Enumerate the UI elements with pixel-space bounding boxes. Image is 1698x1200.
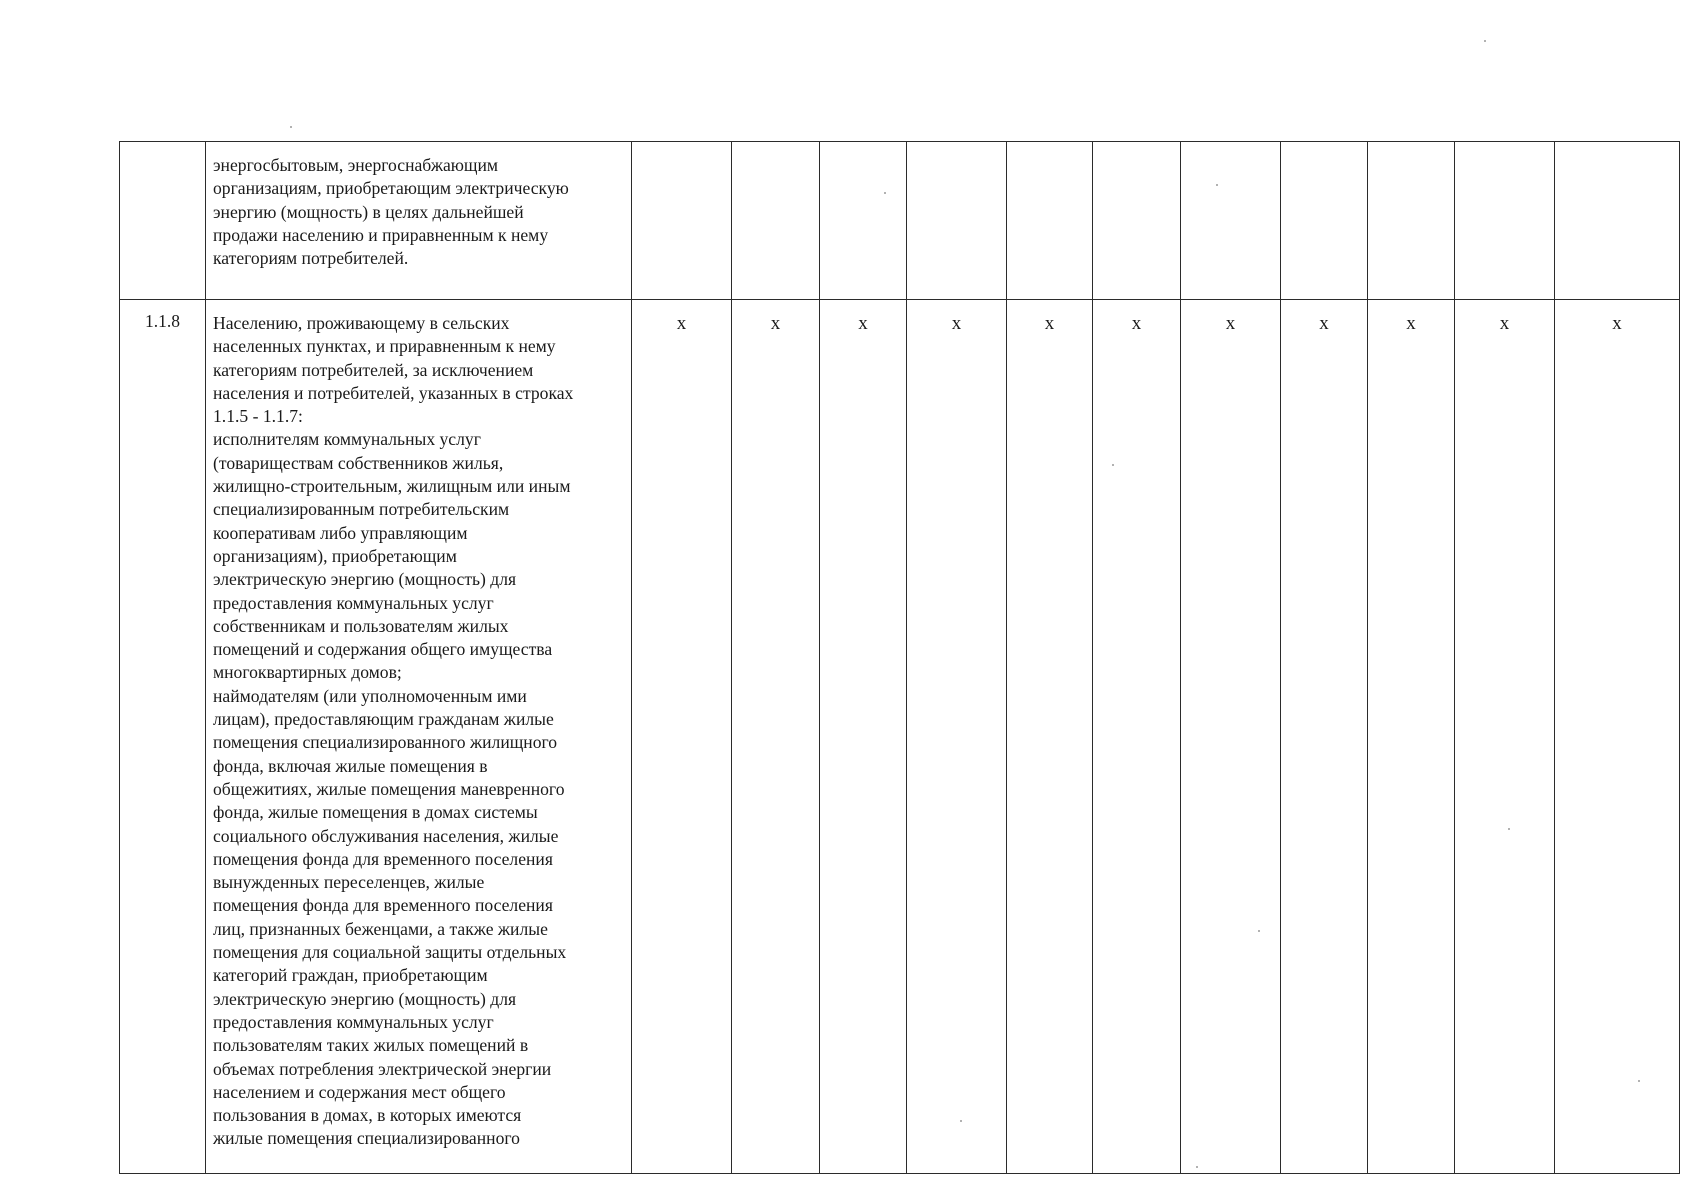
value-cell	[1281, 142, 1368, 300]
description-line: Населению, проживающему в сельских	[213, 313, 510, 333]
description-line: помещения для социальной защиты отдельных	[213, 942, 567, 963]
description-line: социального обслуживания населения, жилые	[213, 825, 559, 846]
value-cell	[1181, 142, 1281, 300]
description-line: жилые помещения специализированного	[213, 1128, 520, 1149]
value-cell	[1555, 142, 1680, 300]
description-line: пользователям таких жилых помещений в	[213, 1035, 529, 1056]
description-line: наймодателям (или уполномоченным ими	[213, 685, 527, 706]
description-line: категориям потребителей.	[213, 248, 409, 269]
value-cell	[1368, 142, 1455, 300]
description-line: многоквартирных домов;	[213, 662, 402, 683]
description-line: помещений и содержания общего имущества	[213, 639, 553, 660]
description-line: категорий граждан, приобретающим	[213, 965, 488, 986]
value-cell: x	[632, 300, 732, 1174]
table-row	[120, 142, 1680, 300]
description-line: электрическую энергию (мощность) для	[213, 569, 517, 590]
value-cell: x	[1455, 300, 1555, 1174]
value-cell: x	[1007, 300, 1093, 1174]
description-line: вынужденных переселенцев, жилые	[213, 872, 485, 893]
description-line: кооперативам либо управляющим	[213, 522, 468, 543]
description-line: помещения специализированного жилищного	[213, 732, 558, 753]
description-line: населением и содержания мест общего	[213, 1081, 506, 1102]
description-line: исполнителям коммунальных услуг	[213, 429, 481, 450]
description-line: объемах потребления электрической энергии	[213, 1058, 552, 1079]
description-line: населенных пунктах, и приравненным к нему	[213, 336, 556, 357]
description-line: лицам), предоставляющим гражданам жилые	[213, 709, 554, 730]
description-line: помещения фонда для временного поселения	[213, 895, 553, 916]
scan-speck	[1196, 1166, 1198, 1168]
value-cell	[632, 142, 732, 300]
value-cell: x	[1555, 300, 1680, 1174]
scan-speck	[1258, 930, 1260, 932]
value-cell	[1455, 142, 1555, 300]
value-cell: x	[907, 300, 1007, 1174]
description-line: организациям), приобретающим	[213, 545, 457, 566]
value-cell: x	[1368, 300, 1455, 1174]
description-line: категориям потребителей, за исключением	[213, 359, 534, 380]
description-line: фонда, жилые помещения в домах системы	[213, 802, 538, 823]
description-line: организациям, приобретающим электрическую	[213, 178, 569, 199]
description-line: пользования в домах, в которых имеются	[213, 1105, 522, 1126]
scan-speck	[1638, 1080, 1640, 1082]
scan-speck	[1508, 828, 1510, 830]
value-cell	[732, 142, 820, 300]
description-line: 1.1.5 - 1.1.7:	[213, 406, 303, 427]
value-cell	[1007, 142, 1093, 300]
scan-speck	[1484, 40, 1486, 42]
value-cell	[820, 142, 907, 300]
value-cell: x	[1181, 300, 1281, 1174]
row-number-cell	[120, 142, 206, 300]
scan-speck	[884, 192, 886, 194]
value-cell: x	[820, 300, 907, 1174]
tariff-table	[119, 141, 1680, 1174]
description-line: (товариществам собственников жилья,	[213, 452, 504, 473]
value-cell	[907, 142, 1007, 300]
description-line: общежитиях, жилые помещения маневренного	[213, 778, 565, 799]
scan-speck	[290, 126, 292, 128]
description-line: предоставления коммунальных услуг	[213, 592, 494, 613]
description-line: жилищно-строительным, жилищным или иным	[213, 476, 571, 497]
description-line: населения и потребителей, указанных в строках	[213, 382, 574, 403]
row-description-cell	[206, 300, 632, 1174]
scan-speck	[960, 1120, 962, 1122]
description-line: продажи населению и приравненным к нему	[213, 224, 549, 245]
description-line: специализированным потребительским	[213, 499, 510, 520]
value-cell	[1093, 142, 1181, 300]
description-line: фонда, включая жилые помещения в	[213, 755, 488, 776]
description-line: энергию (мощность) в целях дальнейшей	[213, 201, 524, 222]
table-row	[120, 300, 1680, 1174]
value-cell: x	[1281, 300, 1368, 1174]
description-line: помещения фонда для временного поселения	[213, 848, 553, 869]
value-cell: x	[1093, 300, 1181, 1174]
description-line: собственникам и пользователям жилых	[213, 615, 509, 636]
row-description-cell	[206, 142, 632, 300]
description-line: электрическую энергию (мощность) для	[213, 988, 517, 1009]
row-number-cell: 1.1.8	[120, 300, 206, 1174]
scan-speck	[1216, 184, 1218, 186]
scan-speck	[1112, 464, 1114, 466]
description-line: предоставления коммунальных услуг	[213, 1011, 494, 1032]
value-cell: x	[732, 300, 820, 1174]
description-line: лиц, признанных беженцами, а также жилые	[213, 918, 548, 939]
description-line: энергосбытовым, энергоснабжающим	[213, 155, 499, 175]
